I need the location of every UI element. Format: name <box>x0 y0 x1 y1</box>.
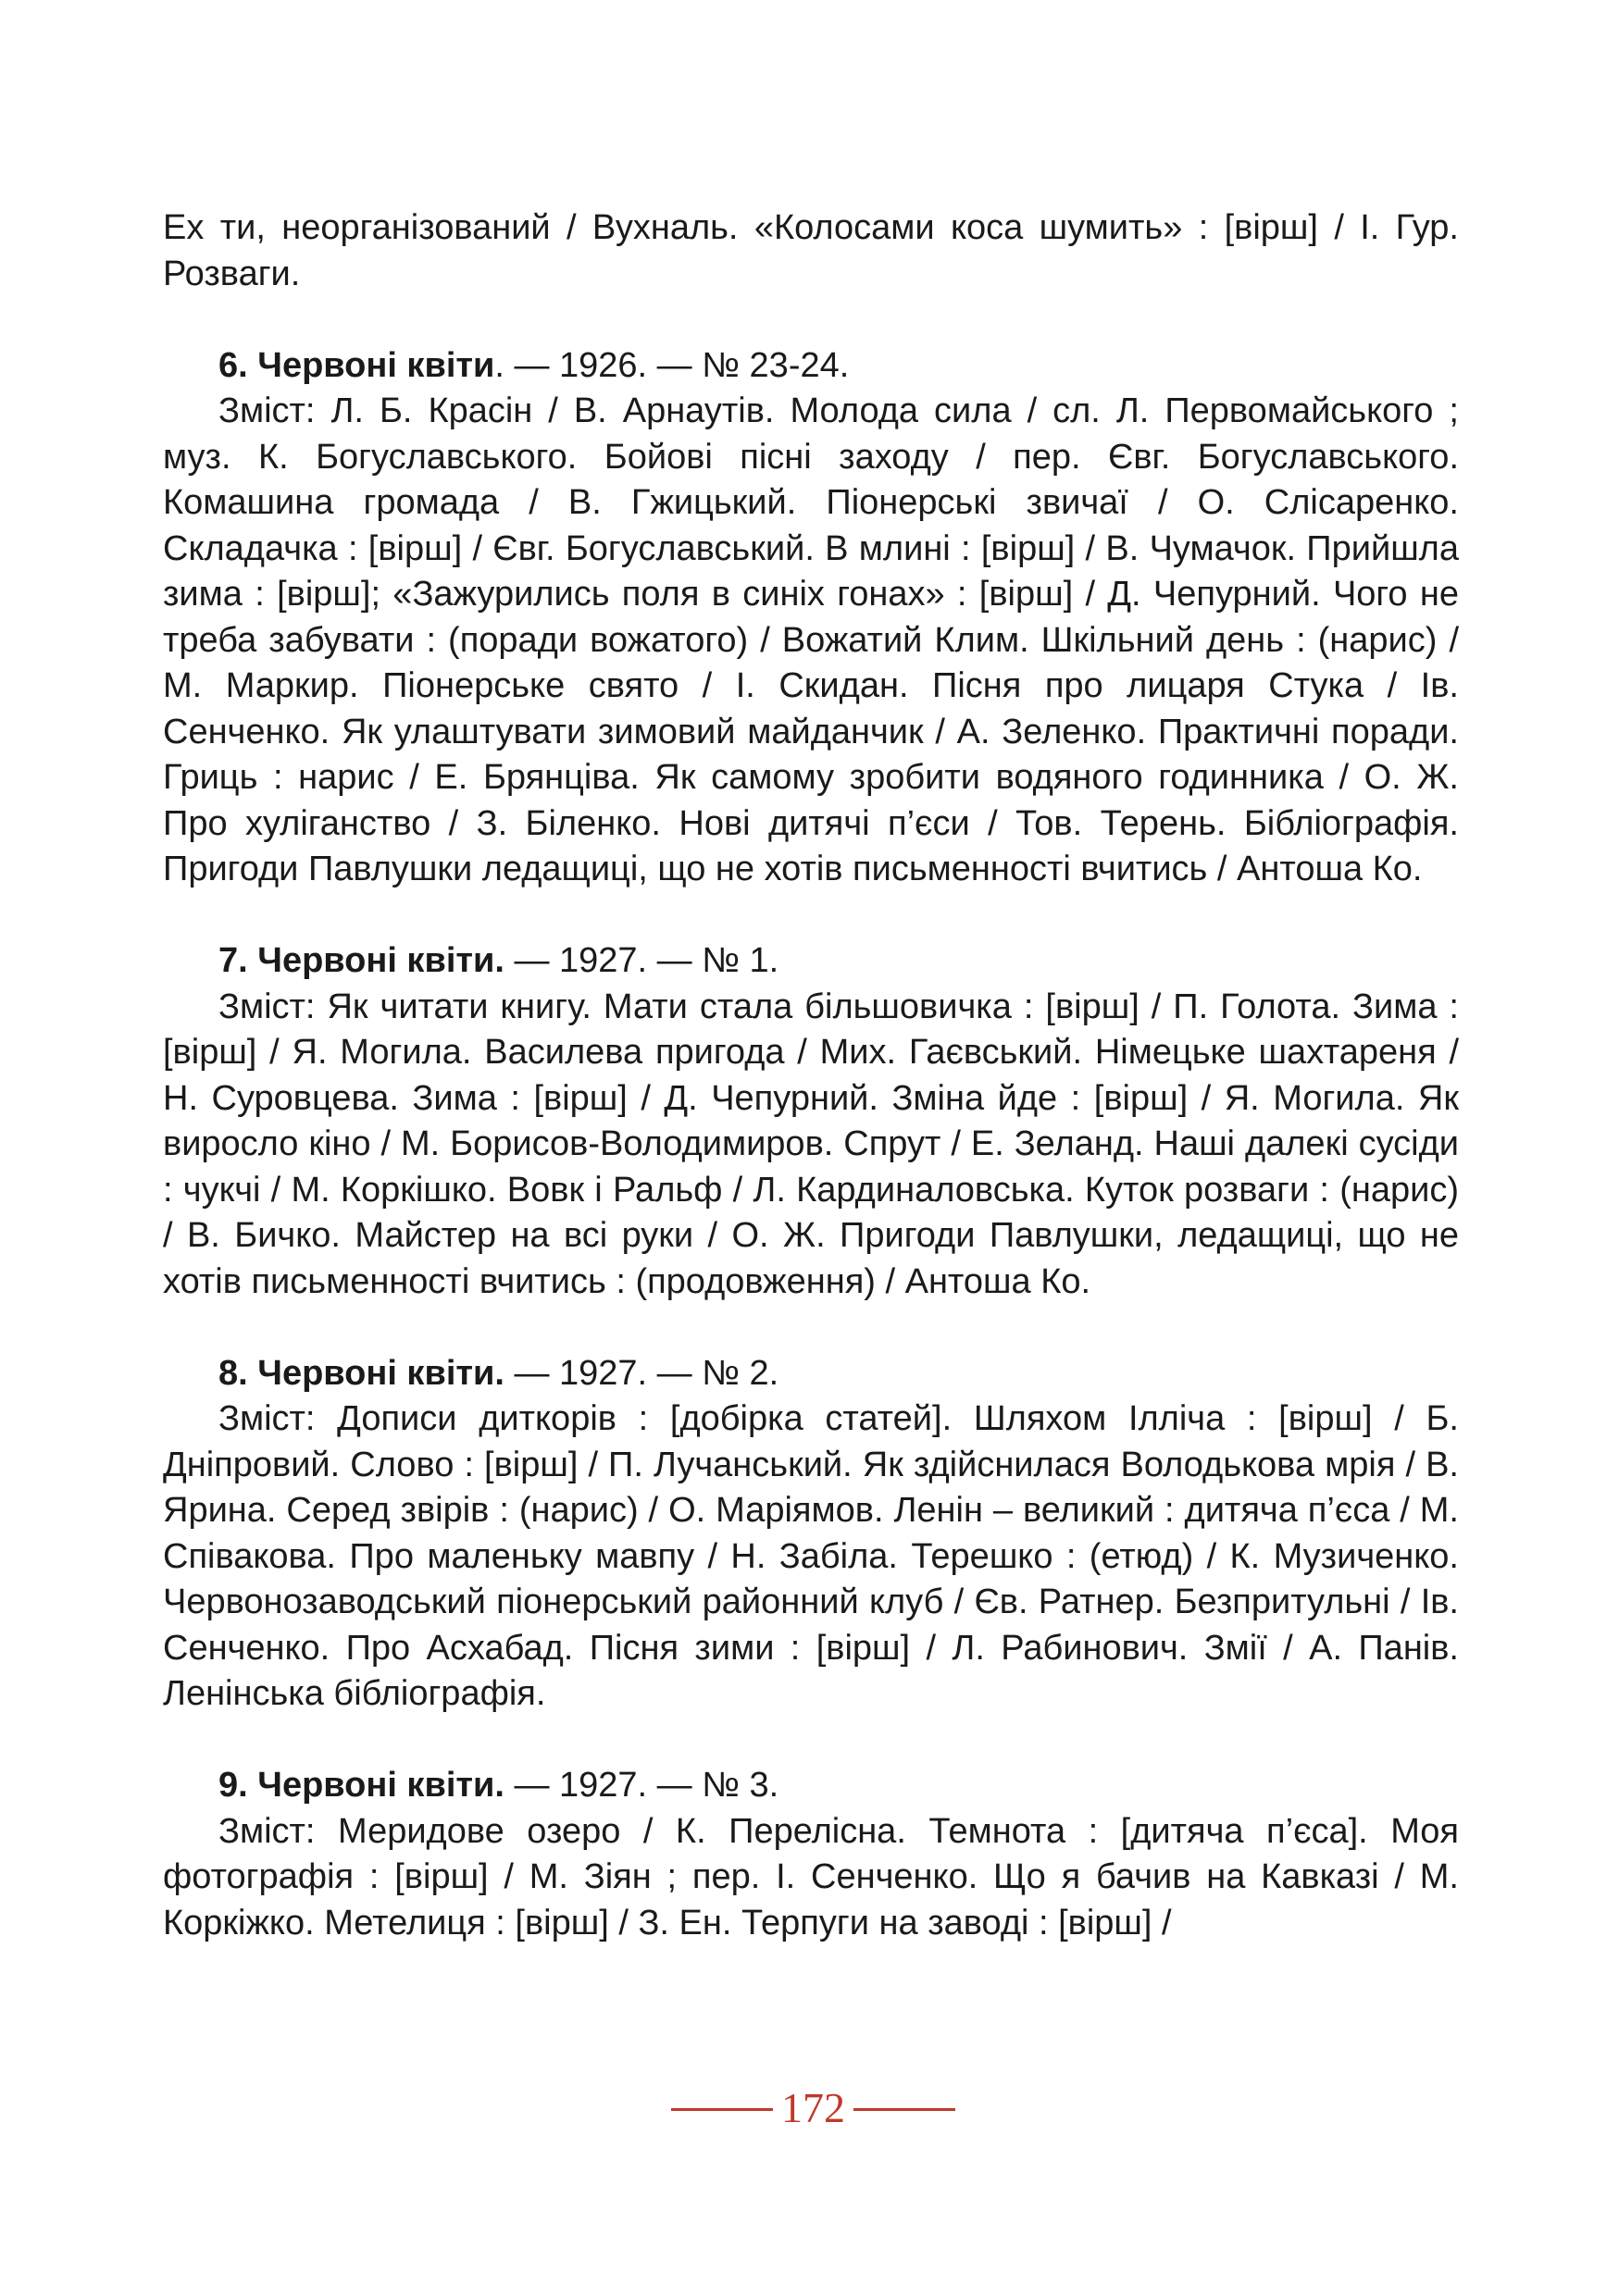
entry-contents: Зміст: Дописи диткорів : [добірка статей]. Шляхом Ілліча : [вірш] / Б. Дніпровий. Слово : [вірш] / П. Лучанський. Як здійснилася Володькова мрія / В. Ярина. Серед звірів : (нарис) / О. Маріямов. Ленін – великий : дитяча п’єса / М. Співакова. Про маленьку мавпу / Н. Забіла. Терешко : (етюд) / К. Музиченко. Червонозаводський піонерський районний клуб / Єв. Ратнер. Безпритульні / Ів. Сенченко. Про Асхабад. Пісня зими : [вірш] / Л. Рабинович. Змії / А. Панів. Ленінська бібліографія. <box>163 1399 1459 1713</box>
entry-details: — 1927. — № 3. <box>504 1766 779 1805</box>
intro-paragraph: Ех ти, неорганізований / Вухналь. «Колосами коса шумить» : [вірш] / І. Гур. Розваги. <box>163 208 1459 293</box>
entry-separator <box>163 893 1459 939</box>
entry-details: — 1927. — № 1. <box>504 941 779 980</box>
entry-details: . — 1926. — № 23-24. <box>494 345 850 385</box>
page-footer <box>0 2082 1619 2138</box>
entry-9 <box>163 1763 1459 1946</box>
entry-7 <box>163 938 1459 1305</box>
entry-separator <box>163 1305 1459 1351</box>
entry-title: 9. Червоні квіти. <box>218 1766 504 1805</box>
entry-heading <box>163 343 1459 390</box>
entry-title: 6. Червоні квіти <box>218 345 495 385</box>
entry-title: 8. Червоні квіти. <box>218 1353 504 1393</box>
entry-details: — 1927. — № 2. <box>504 1353 779 1393</box>
entry-contents: Зміст: Меридове озеро / К. Перелісна. Темнота : [дитяча п’єса]. Моя фотографія : [вірш] / М. Зіян ; пер. І. Сенченко. Що я бачив на Кавказі / М. Коркіжко. Метелиця : [вірш] / З. Ен. Терпуги на заводі : [вірш] / <box>163 1811 1459 1942</box>
footer-rule-left <box>671 2108 773 2111</box>
entry-heading <box>163 1763 1459 1809</box>
entry-8 <box>163 1351 1459 1718</box>
entry-contents: Зміст: Як читати книгу. Мати стала більшовичка : [вірш] / П. Голота. Зима : [вірш] / Я. Могила. Василева пригода / Мих. Гаєвський. Німецьке шахтареня / Н. Суровцева. Зима : [вірш] / Д. Чепурний. Зміна йде : [вірш] / Я. Могила. Як виросло кіно / М. Борисов-Володимиров. Спрут / Е. Зеланд. Наші далекі сусіди : чукчі / М. Коркішко. Вовк і Ральф / Л. Кардиналовська. Куток розваги : (нарис) / В. Бичко. Майстер на всі руки / О. Ж. Пригоди Павлушки, ледащиці, що не хотів письменності вчитись : (продовження) / Антоша Ко. <box>163 987 1459 1301</box>
entry-heading <box>163 1351 1459 1397</box>
page-body <box>163 205 1459 1946</box>
entry-heading <box>163 938 1459 985</box>
entry-separator <box>163 297 1459 343</box>
footer-rule-right <box>853 2108 955 2111</box>
entry-contents: Зміст: Л. Б. Красін / В. Арнаутів. Молода сила / сл. Л. Первомайського ; муз. К. Богуславського. Бойові пісні заходу / пер. Євг. Богуславського. Комашина громада / В. Гжицький. Піонерські звичаї / О. Слісаренко. Складачка : [вірш] / Євг. Богуславський. В млині : [вірш] / В. Чумачок. Прийшла зима : [вірш]; «Зажурились поля в синіх гонах» : [вірш] / Д. Чепурний. Чого не треба забувати : (поради вожатого) / Вожатий Клим. Шкільний день : (нарис) / М. Маркир. Піонерське свято / І. Скидан. Пісня про лицаря Стука / Ів. Сенченко. Як улаштувати зимовий майданчик / А. Зеленко. Практичні поради. Гриць : нарис / Е. Брянціва. Як самому зробити водяного годинника / О. Ж. Про хуліганство / З. Біленко. Нові дитячі п’єси / Тов. Терень. Бібліографія. Пригоди Павлушки ледащиці, що не хотів письменності вчитись / Антоша Ко. <box>163 391 1459 888</box>
page-number: 172 <box>781 2084 845 2131</box>
entry-separator <box>163 1718 1459 1764</box>
entry-title: 7. Червоні квіти. <box>218 941 504 980</box>
entry-6 <box>163 343 1459 893</box>
